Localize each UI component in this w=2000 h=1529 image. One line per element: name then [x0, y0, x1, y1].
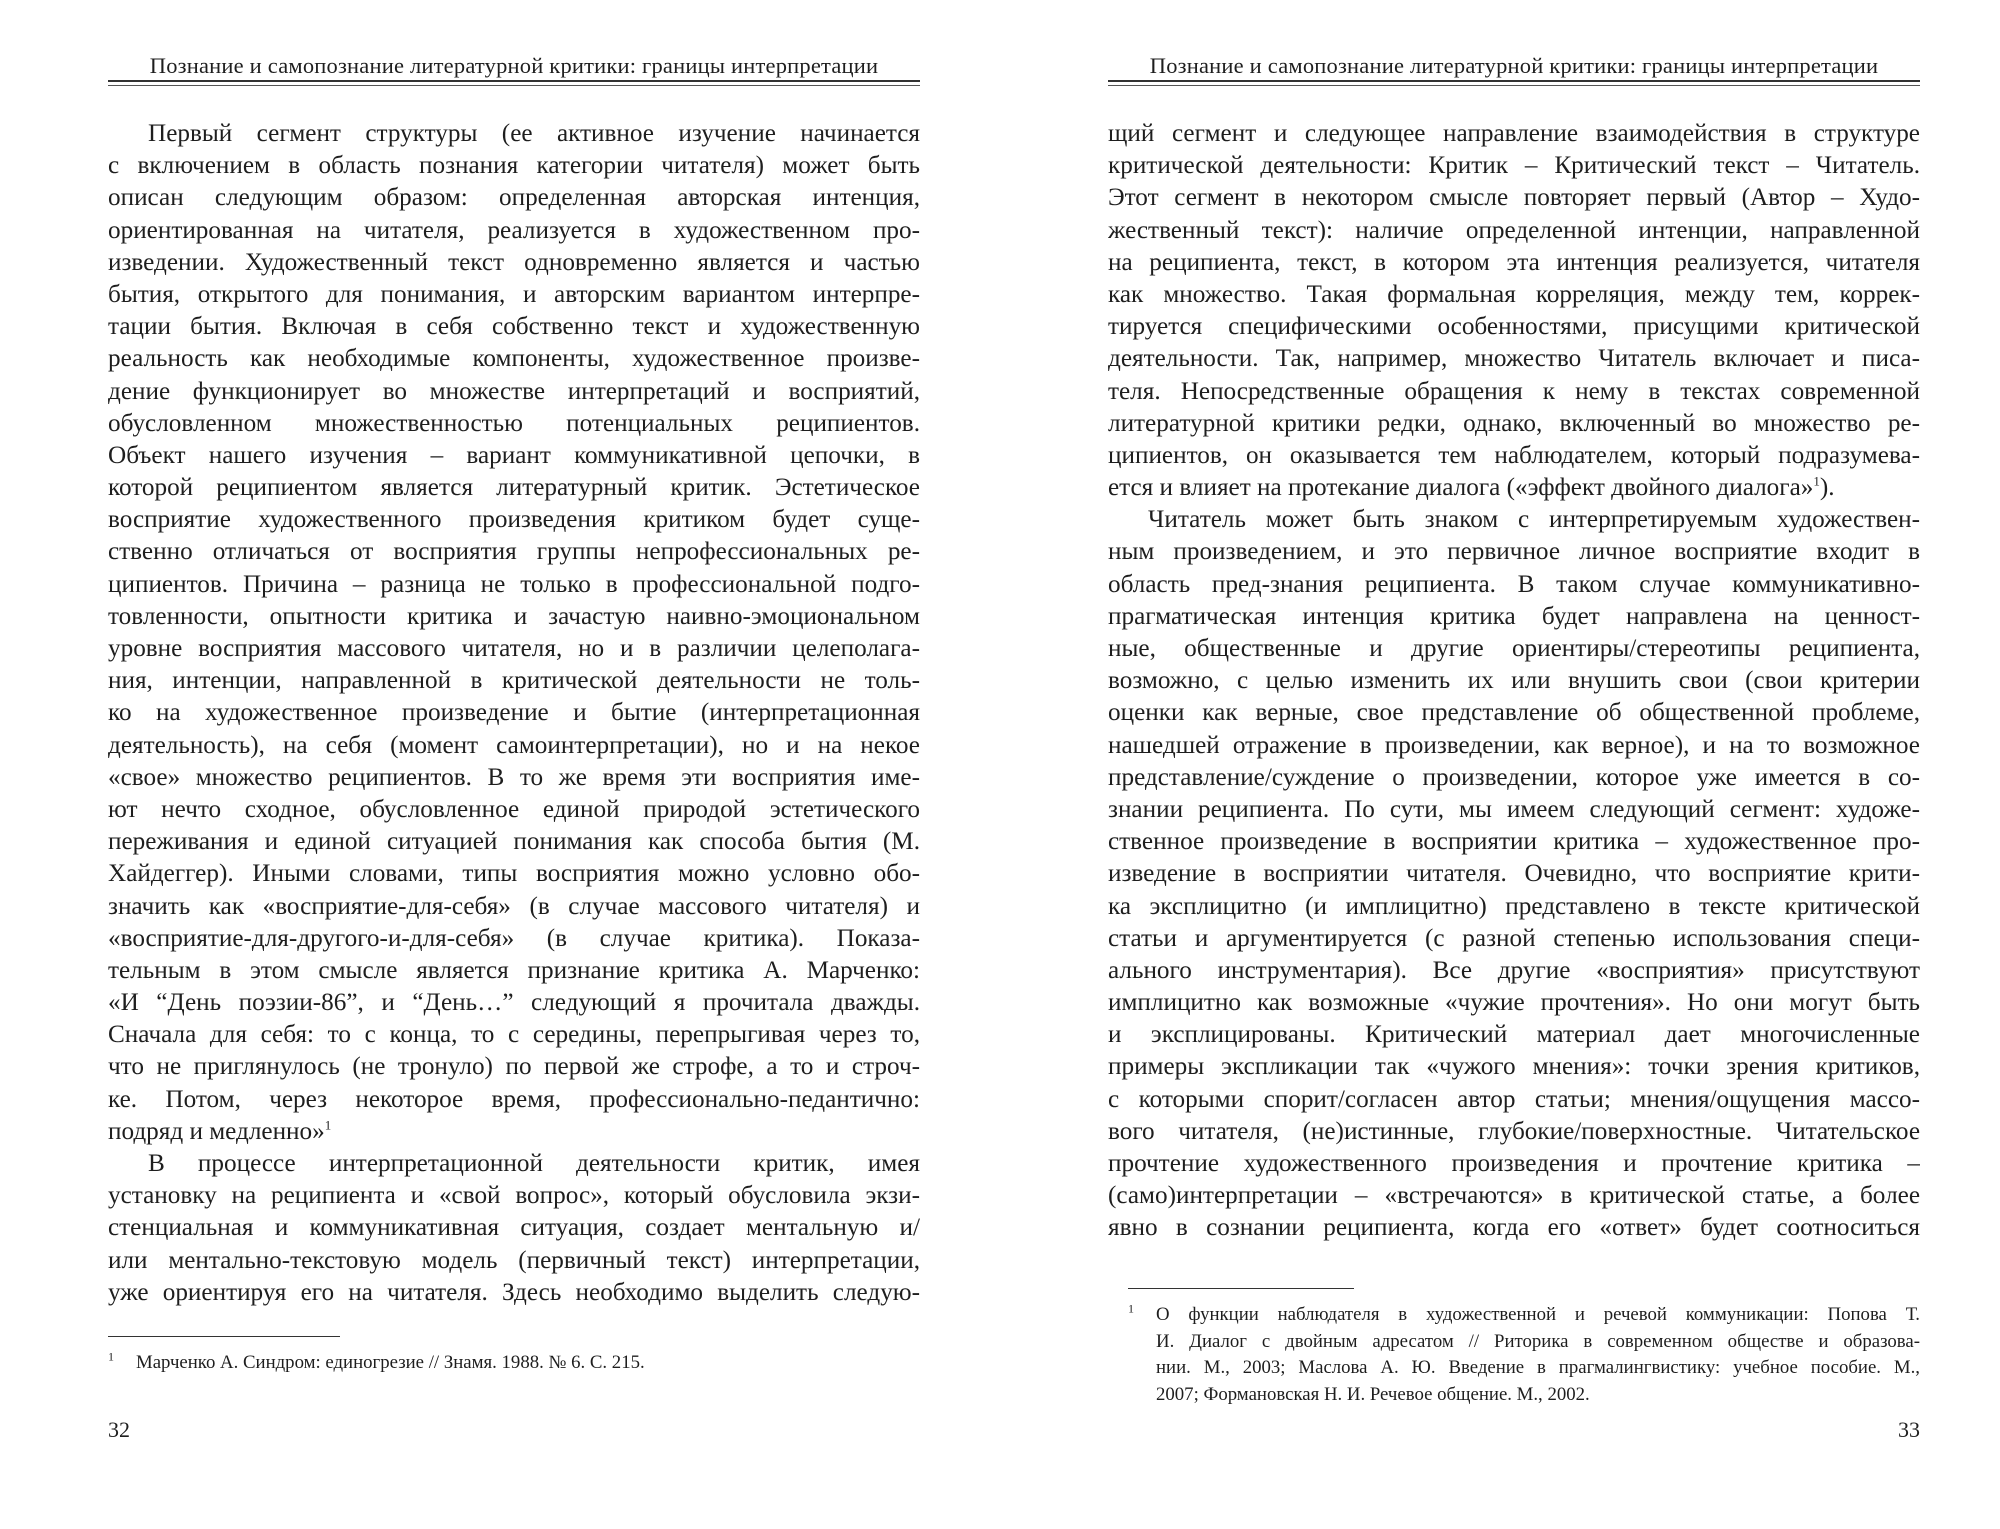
text-line: тельным в этом смысле является признание критика А. Марченко:	[108, 956, 920, 984]
running-head: Познание и самопознание литературной критики: границы интерпретации	[1149, 53, 1879, 78]
text-line: статьи и аргументируется (с разной степенью использования специ-	[1108, 924, 1920, 952]
header-rule	[1108, 80, 1920, 86]
paragraph-end: ется и влияет на протекание диалога («эффект двойного диалога»	[1108, 474, 1814, 502]
text-line: уровне восприятия массового читателя, но и в различии целеполага-	[108, 635, 920, 662]
text-line: Объект нашего изучения – вариант коммуникативной цепочки, в	[108, 441, 920, 469]
text-line: «свое» множество реципиентов. В то же время эти восприятия име-	[108, 763, 920, 791]
footnote-line: 2007; Формановская Н. И. Речевое общение. М., 2002.	[1156, 1383, 1590, 1405]
footnote-text: О функции наблюдателя в художественной и речевой коммуникации: Попова Т.	[1156, 1304, 1920, 1325]
footnote-rule	[1128, 1288, 1354, 1289]
text-line: Читатель может быть знаком с интерпретируемым художествен-	[1148, 506, 1920, 534]
footnote-text: Марченко А. Синдром: единогрезие // Знамя. 1988. № 6. С. 215.	[136, 1352, 645, 1373]
text-line: переживания и единой ситуацией понимания как способа бытия (М.	[108, 828, 920, 856]
footnote	[108, 1350, 920, 1377]
text-line: В процессе интерпретационной деятельности критик, имея	[148, 1150, 920, 1178]
text-line: восприятие художественного произведения критиком будет суще-	[108, 506, 920, 534]
page-number: 32	[108, 1417, 130, 1442]
text-line: как множество. Такая формальная корреляция, между тем, коррек-	[1108, 280, 1920, 308]
text-line: деятельности. Так, например, множество Читатель включает и писа-	[1108, 345, 1920, 373]
text-line: Хайдеггер). Иными словами, типы восприятия можно условно обо-	[108, 860, 920, 888]
text-line: представление/суждение о произведении, которое уже имеется в со-	[1108, 763, 1920, 791]
text-line: с включением в область познания категории читателя) может быть	[108, 152, 920, 180]
text-line: ципиентов, он оказывается тем наблюдателем, который подразумева-	[1108, 441, 1920, 469]
text-line: ственно отличаться от восприятия группы непрофессиональных ре-	[108, 538, 920, 566]
text-line: ко на художественное произведение и бытие (интерпретационная	[108, 699, 920, 727]
text-line: возможно, с целью изменить их или внушить свои (свои критерии	[1108, 667, 1920, 695]
text-line: деятельность), на себя (момент самоинтерпретации), но и на некое	[108, 731, 920, 759]
text-line: что не приглянулось (не тронуло) по первой же строфе, а то и строч-	[108, 1053, 920, 1081]
text-line: (само)интерпретации – «встречаются» в критической статье, а более	[1108, 1182, 1920, 1210]
text-line: ального инструментария). Все другие «восприятия» присутствуют	[1108, 956, 1920, 984]
quote-end: подряд и медленно»	[108, 1117, 325, 1145]
text-line: литературной критики редки, однако, включенный во множество ре-	[1108, 409, 1920, 437]
text-line: ным произведением, и это первичное личное восприятие входит в	[1108, 538, 1920, 566]
footnote	[1128, 1302, 1920, 1408]
left-page	[108, 0, 920, 1529]
text-line: обусловленном множественностью потенциальных реципиентов.	[108, 409, 920, 437]
text-line: ориентированная на читателя, реализуется в художественном про-	[108, 216, 920, 244]
body-text	[1108, 118, 1920, 1245]
footnote-mark: 1	[1128, 1302, 1134, 1316]
paragraph-end-tail: ).	[1819, 474, 1835, 502]
text-line: «И “День поэзии-86”, и “День…” следующий я прочитала дважды.	[108, 989, 920, 1017]
text-line: ния, интенции, направленной в критической деятельности не толь-	[108, 667, 920, 695]
page-number: 33	[1898, 1417, 1920, 1442]
text-line: товленности, опытности критика и зачастую наивно-эмоциональном	[108, 602, 920, 630]
text-line: которой реципиентом является литературный критик. Эстетическое	[108, 474, 920, 502]
text-line: ка эксплицитно (и имплицитно) представлено в тексте критической	[1108, 892, 1920, 920]
text-line: с которыми спорит/согласен автор статьи; мнения/ощущения массо-	[1108, 1085, 1920, 1113]
body-text	[108, 118, 920, 1309]
text-line: ные, общественные и другие ориентиры/стереотипы реципиента,	[1108, 635, 1920, 663]
text-line	[1108, 472, 1920, 504]
text-line: бытия, открытого для понимания, и авторским вариантом интерпре-	[108, 280, 920, 308]
text-line: теля. Непосредственные обращения к нему в текстах современной	[1108, 377, 1920, 405]
header-rule	[108, 80, 920, 86]
text-line: прочтение художественного произведения и прочтение критика –	[1108, 1150, 1920, 1178]
text-line: имплицитно как возможные «чужие прочтения». Но они могут быть	[1108, 989, 1920, 1017]
footnote-line	[1128, 1302, 1920, 1329]
text-line: изведении. Художественный текст одновременно является и частью	[108, 248, 920, 276]
text-line: критической деятельности: Критик – Критический текст – Читатель.	[1108, 152, 1920, 180]
text-line: ственное произведение в восприятии критика – художественное про-	[1108, 828, 1920, 856]
text-line: Сначала для себя: то с конца, то с середины, перепрыгивая через то,	[108, 1021, 920, 1049]
text-line: примеры экспликации так «чужого мнения»: точки зрения критиков,	[1108, 1053, 1920, 1081]
text-line: Первый сегмент структуры (ее активное изучение начинается	[148, 120, 920, 147]
text-line: ке. Потом, через некоторое время, профессионально-педантично:	[108, 1085, 920, 1113]
running-head: Познание и самопознание литературной критики: границы интерпретации	[149, 53, 879, 78]
text-line: щий сегмент и следующее направление взаимодействия в структуре	[1108, 120, 1920, 147]
text-line: установку на реципиента и «свой вопрос», который обусловила экзи-	[108, 1182, 920, 1210]
text-line: стенциальная и коммуникативная ситуация, создает ментальную и/	[108, 1214, 920, 1242]
text-line: прагматическая интенция критика будет направлена на ценност-	[1108, 602, 1920, 630]
text-line: явно в сознании реципиента, когда его «ответ» будет соотноситься	[1108, 1214, 1920, 1242]
text-line: тируется специфическими особенностями, присущими критической	[1108, 313, 1920, 341]
text-line: реальность как необходимые компоненты, художественное произве-	[108, 345, 920, 373]
text-line: оценки как верные, свое представление об общественной проблеме,	[1108, 699, 1920, 727]
text-line: тации бытия. Включая в себя собственно текст и художественную	[108, 313, 920, 341]
text-line: уже ориентируя его на читателя. Здесь необходимо выделить следую-	[108, 1278, 920, 1306]
text-line: значить как «восприятие-для-себя» (в случае массового читателя) и	[108, 892, 920, 920]
text-line: дение функционирует во множестве интерпретаций и восприятий,	[108, 377, 920, 405]
text-line: ципиентов. Причина – разница не только в профессиональной подго-	[108, 570, 920, 598]
footnote-ref[interactable]: 1	[324, 1117, 332, 1133]
text-line: жественный текст): наличие определенной интенции, направленной	[1108, 216, 1920, 244]
footnote-line: нии. М., 2003; Маслова А. Ю. Введение в прагмалингвистику: учебное пособие. М.,	[1156, 1357, 1920, 1378]
footnote-ref[interactable]: 1	[1813, 473, 1820, 489]
text-line	[108, 1116, 920, 1148]
text-line: и эксплицированы. Критический материал дает многочисленные	[1108, 1021, 1920, 1049]
right-page	[1108, 0, 1920, 1529]
text-line: описан следующим образом: определенная авторская интенция,	[108, 184, 920, 212]
text-line: «восприятие-для-другого-и-для-себя» (в случае критика). Показа-	[108, 924, 920, 952]
text-line: нашедшей отражение в произведении, как верное), и на то возможное	[1108, 731, 1920, 759]
footnote-mark: 1	[108, 1349, 114, 1364]
text-line: или ментально-текстовую модель (первичный текст) интерпретации,	[108, 1246, 920, 1274]
footnote-line: И. Диалог с двойным адресатом // Риторика в современном обществе и образова-	[1156, 1330, 1920, 1352]
text-line: на реципиента, текст, в котором эта интенция реализуется, читателя	[1108, 248, 1920, 276]
text-line: ют нечто сходное, обусловленное единой природой эстетического	[108, 795, 920, 823]
text-line: изведение в восприятии читателя. Очевидно, что восприятие крити-	[1108, 860, 1920, 888]
text-line: Этот сегмент в некотором смысле повторяет первый (Автор – Худо-	[1108, 184, 1920, 212]
text-line: знании реципиента. По сути, мы имеем следующий сегмент: художе-	[1108, 795, 1920, 823]
text-line: область пред-знания реципиента. В таком случае коммуникативно-	[1108, 570, 1920, 598]
text-line: вого читателя, (не)истинные, глубокие/поверхностные. Читательское	[1108, 1117, 1920, 1145]
footnote-rule	[108, 1336, 340, 1337]
